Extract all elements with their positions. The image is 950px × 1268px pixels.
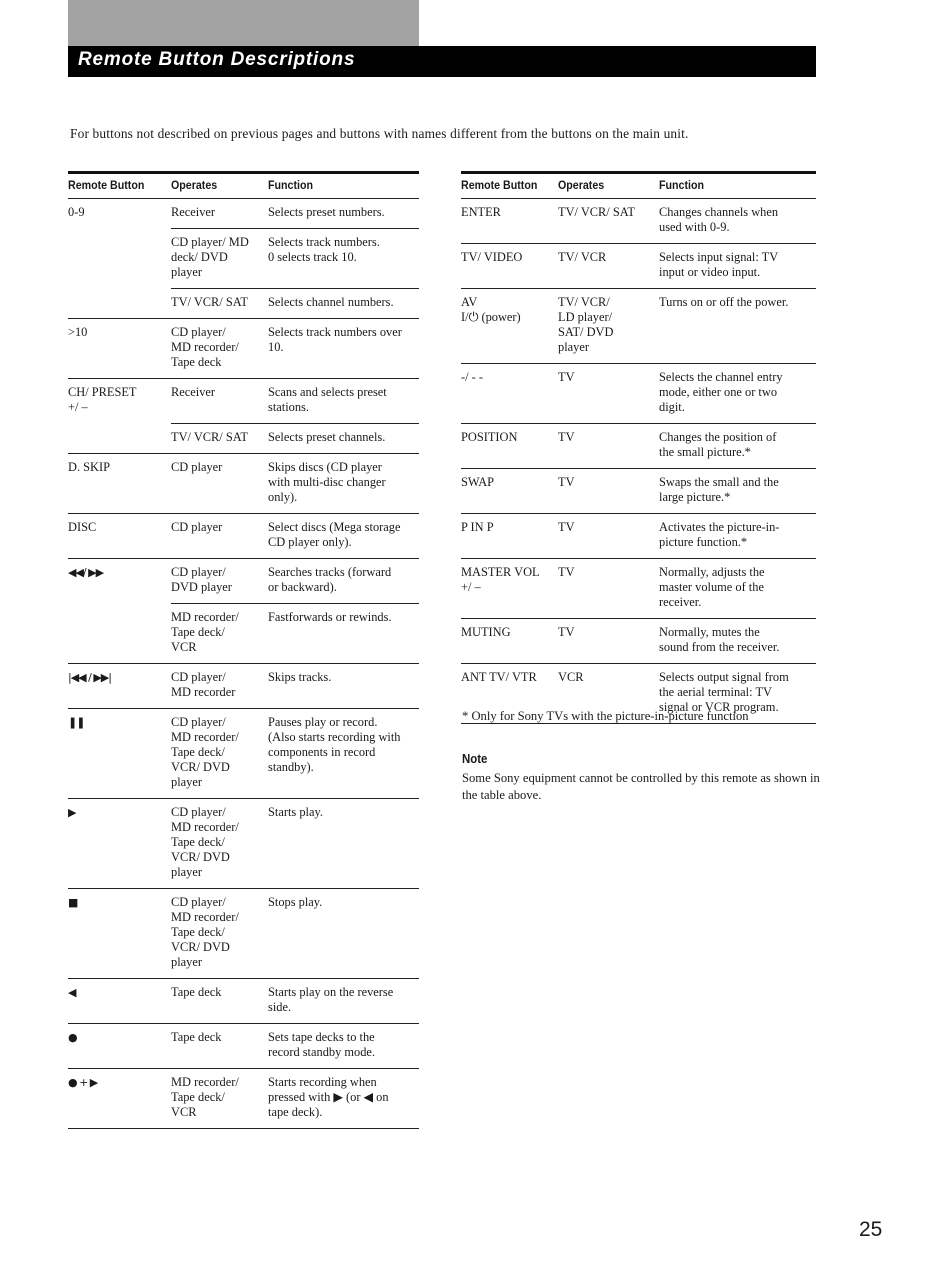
cell-operates: TV/ VCR bbox=[558, 244, 659, 289]
cell-button: ▶ bbox=[68, 799, 171, 889]
cell-button: 0-9 bbox=[68, 205, 85, 219]
cell-function: Swaps the small and the large picture.* bbox=[659, 469, 816, 514]
cell-button bbox=[68, 424, 171, 454]
cell-button: ❚❚ bbox=[68, 709, 171, 799]
left-button-table bbox=[68, 171, 419, 1129]
cell-button: TV/ VIDEO bbox=[461, 244, 558, 289]
cell-operates: CD player/ MD deck/ DVD player bbox=[171, 229, 268, 289]
table-row bbox=[68, 319, 419, 379]
cell-function: Scans and selects preset stations. bbox=[268, 379, 419, 424]
cell-function: Selects channel numbers. bbox=[268, 289, 419, 319]
table-row bbox=[68, 289, 419, 319]
cell-operates: CD player/ MD recorder/ Tape deck/ VCR/ DVD player bbox=[171, 709, 268, 799]
cell-operates: CD player bbox=[171, 514, 268, 559]
cell-operates: CD player/ MD recorder/ Tape deck bbox=[171, 319, 268, 379]
table-row bbox=[461, 469, 816, 514]
table-row bbox=[461, 289, 816, 364]
cell-operates: Tape deck bbox=[171, 1024, 268, 1069]
cell-button bbox=[68, 289, 171, 319]
table-row bbox=[68, 1024, 419, 1069]
cell-operates: TV bbox=[558, 364, 659, 424]
table-row bbox=[68, 514, 419, 559]
table-row bbox=[461, 244, 816, 289]
cell-function: Skips discs (CD player with multi-disc changer only). bbox=[268, 454, 419, 514]
table-row bbox=[461, 559, 816, 619]
cell-button bbox=[68, 604, 171, 664]
table-row bbox=[68, 454, 419, 514]
cell-function: Selects input signal: TV input or video input. bbox=[659, 244, 816, 289]
cell-function: Activates the picture-in- picture function.* bbox=[659, 514, 816, 559]
header-gray-tab bbox=[68, 0, 419, 46]
cell-function: Select discs (Mega storage CD player only). bbox=[268, 514, 419, 559]
table-row bbox=[68, 199, 419, 229]
cell-function: Starts play. bbox=[268, 799, 419, 889]
cell-operates: TV bbox=[558, 514, 659, 559]
header-operates: Operates bbox=[558, 173, 645, 199]
cell-function: Selects track numbers. 0 selects track 10. bbox=[268, 229, 419, 289]
cell-function: Starts play on the reverse side. bbox=[268, 979, 419, 1024]
cell-function: Fastforwards or rewinds. bbox=[268, 604, 419, 664]
cell-button bbox=[68, 229, 171, 289]
cell-function: Normally, mutes the sound from the receiver. bbox=[659, 619, 816, 664]
cell-operates: CD player bbox=[171, 454, 268, 514]
cell-function: Searches tracks (forward or backward). bbox=[268, 559, 419, 604]
table-header-row bbox=[461, 173, 816, 199]
cell-function: Sets tape decks to the record standby mode. bbox=[268, 1024, 419, 1069]
cell-operates: TV/ VCR/ SAT bbox=[171, 289, 268, 319]
table-row bbox=[68, 979, 419, 1024]
table-row bbox=[68, 664, 419, 709]
table-row bbox=[461, 514, 816, 559]
note-text: Some Sony equipment cannot be controlled by this remote as shown in the table above. bbox=[462, 771, 820, 802]
cell-operates: TV/ VCR/ SAT bbox=[558, 199, 659, 244]
footnote: * Only for Sony TVs with the picture-in-picture function bbox=[462, 709, 749, 723]
cell-operates: TV bbox=[558, 559, 659, 619]
cell-button: SWAP bbox=[461, 469, 558, 514]
intro-text: For buttons not described on previous pages and buttons with names different from the buttons on the main unit. bbox=[70, 126, 689, 141]
cell-button: P IN P bbox=[461, 514, 558, 559]
cell-operates: TV bbox=[558, 619, 659, 664]
table-row bbox=[68, 229, 419, 289]
table-row bbox=[461, 424, 816, 469]
table-row bbox=[68, 379, 419, 424]
table-row bbox=[68, 559, 419, 604]
page-title: Remote Button Descriptions bbox=[68, 46, 816, 77]
cell-operates: Receiver bbox=[171, 199, 268, 229]
cell-operates: TV bbox=[558, 424, 659, 469]
cell-button: |◀◀ / ▶▶| bbox=[68, 664, 171, 709]
table-header-row bbox=[68, 173, 419, 199]
cell-button: CH/ PRESET +/ – bbox=[68, 385, 137, 414]
cell-function: Normally, adjusts the master volume of the receiver. bbox=[659, 559, 816, 619]
cell-operates: CD player/ MD recorder bbox=[171, 664, 268, 709]
table-row bbox=[68, 604, 419, 664]
table-row bbox=[461, 364, 816, 424]
cell-operates: TV/ VCR/ SAT bbox=[171, 424, 268, 454]
table-row bbox=[461, 619, 816, 664]
cell-button: ANT TV/ VTR bbox=[461, 664, 558, 724]
cell-function: Selects preset numbers. bbox=[268, 199, 419, 229]
cell-operates: TV bbox=[558, 469, 659, 514]
table-row bbox=[461, 199, 816, 244]
cell-operates: Receiver bbox=[171, 379, 268, 424]
table-row bbox=[68, 1069, 419, 1129]
note-heading: Note bbox=[462, 751, 488, 766]
cell-function: Selects the channel entry mode, either one or two digit. bbox=[659, 364, 816, 424]
cell-operates: CD player/ MD recorder/ Tape deck/ VCR/ DVD player bbox=[171, 799, 268, 889]
cell-function: Skips tracks. bbox=[268, 664, 419, 709]
cell-operates: MD recorder/ Tape deck/ VCR bbox=[171, 1069, 268, 1129]
cell-button: POSITION bbox=[461, 424, 558, 469]
cell-function: Stops play. bbox=[268, 889, 419, 979]
cell-button: AV I/⏻ (power) bbox=[461, 289, 558, 364]
cell-button: ENTER bbox=[461, 199, 558, 244]
cell-operates: Tape deck bbox=[171, 979, 268, 1024]
cell-function: Starts recording when pressed with ▶ (or ◀ on tape deck). bbox=[268, 1069, 419, 1129]
cell-function: Pauses play or record. (Also starts recording with components in record standby). bbox=[268, 709, 419, 799]
cell-operates: CD player/ DVD player bbox=[171, 559, 268, 604]
cell-button: ● bbox=[68, 1024, 171, 1069]
header-operates: Operates bbox=[171, 173, 254, 199]
header-remote-button: Remote Button bbox=[68, 173, 157, 199]
cell-function: Changes channels when used with 0-9. bbox=[659, 199, 816, 244]
cell-button: >10 bbox=[68, 319, 171, 379]
cell-function: Selects track numbers over 10. bbox=[268, 319, 419, 379]
cell-operates: CD player/ MD recorder/ Tape deck/ VCR/ DVD player bbox=[171, 889, 268, 979]
page-number: 25 bbox=[859, 1218, 883, 1241]
cell-function: Turns on or off the power. bbox=[659, 289, 816, 364]
header-remote-button: Remote Button bbox=[461, 173, 544, 199]
cell-button: ● + ▶ bbox=[68, 1069, 171, 1129]
table-row bbox=[68, 709, 419, 799]
cell-button: MUTING bbox=[461, 619, 558, 664]
header-function: Function bbox=[659, 173, 794, 199]
cell-button: ■ bbox=[68, 889, 171, 979]
cell-button: -/ - - bbox=[461, 364, 558, 424]
cell-button: ◀◀/ ▶▶ bbox=[68, 566, 104, 579]
cell-button: D. SKIP bbox=[68, 454, 171, 514]
right-button-table bbox=[461, 171, 816, 724]
cell-function: Selects preset channels. bbox=[268, 424, 419, 454]
cell-operates: VCR bbox=[558, 664, 659, 724]
cell-button: ◀ bbox=[68, 979, 171, 1024]
table-row bbox=[68, 889, 419, 979]
cell-function: Selects output signal from the aerial terminal: TV signal or VCR program. bbox=[659, 664, 816, 724]
cell-button: MASTER VOL +/ – bbox=[461, 559, 558, 619]
table-row bbox=[68, 799, 419, 889]
header-function: Function bbox=[268, 173, 398, 199]
cell-operates: MD recorder/ Tape deck/ VCR bbox=[171, 604, 268, 664]
cell-function: Changes the position of the small picture.* bbox=[659, 424, 816, 469]
cell-button: DISC bbox=[68, 514, 171, 559]
table-row bbox=[68, 424, 419, 454]
cell-operates: TV/ VCR/ LD player/ SAT/ DVD player bbox=[558, 289, 659, 364]
